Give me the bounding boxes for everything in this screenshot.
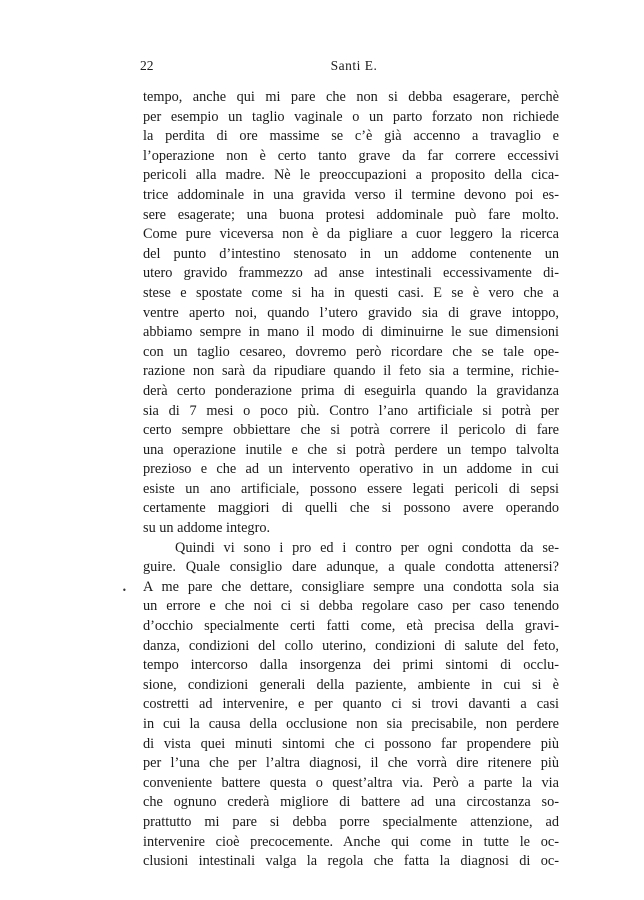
text-line: certamente maggiori di quelli che si possono avere operando — [143, 500, 559, 517]
text-line: un errore e che noi ci si debba regolare caso per caso tenendo — [143, 598, 559, 615]
text-line: A me pare che dettare, consigliare sempre una condotta sola sia — [143, 578, 559, 595]
text-line: derà certo ponderazione prima di eseguirla quando la gravidanza — [143, 382, 559, 399]
text-line: tempo intercorso dalla insorgenza dei primi sintomi di occlu- — [143, 657, 559, 674]
text-line: con un taglio cesareo, dovremo però ricordare che se tale ope- — [143, 343, 559, 360]
text-line: guire. Quale consiglio dare adunque, a quale condotta attenersi? — [143, 559, 559, 576]
text-line: ventre aperto noi, quando l’utero gravido sia di grave intoppo, — [143, 304, 559, 321]
text-line: una operazione inutile e che si potrà perdere un tempo talvolta — [143, 441, 559, 458]
text-line: in cui la causa della occlusione non sia precisabile, non perdere — [143, 716, 559, 732]
margin-dot: • — [122, 586, 127, 595]
text-line: certo sempre obbiettare che si potrà correre il pericolo di fare — [143, 422, 559, 439]
page-number: 22 — [140, 58, 154, 73]
text-line: sia di 7 mesi o poco più. Contro l’ano artificiale si potrà per — [143, 402, 559, 419]
text-line: intervenire cioè precocemente. Anche qui come in tutte le oc- — [143, 833, 559, 850]
text-line: la perdita di ore massime se c’è già accenno a travaglio e — [143, 128, 559, 145]
text-line: conveniente battere questa o quest’altra via. Però a parte la via — [143, 774, 559, 791]
text-line: per esempio un taglio vaginale o un parto forzato non richiede — [143, 108, 559, 125]
text-line: prezioso e che ad un intervento operativo in un addome in cui — [143, 461, 559, 478]
text-line: d’occhio specialmente certi fatti come, età precisa della gravi- — [143, 618, 559, 635]
body-text — [143, 88, 559, 872]
text-line: utero gravido frammezzo ad anse intestinali eccessivamente di- — [143, 265, 559, 282]
text-line: clusioni intestinali valga la regola che fatta la diagnosi di oc- — [143, 853, 559, 870]
text-line: trice addominale in una gravida verso il termine devono poi es- — [143, 186, 559, 203]
text-line: pericoli alla madre. Nè le preoccupazioni a proposito della cica- — [143, 167, 559, 184]
text-line: stese e spostate come si ha in questi casi. E se è vero che a — [143, 284, 559, 301]
text-line: prattutto mi pare si debba porre specialmente attenzione, ad — [143, 813, 559, 830]
running-head: Santi E. — [330, 58, 378, 73]
text-line: per l’una che per l’altra diagnosi, il che vorrà dire ritenere più — [143, 755, 559, 772]
text-line: che ognuno crederà migliore di battere ad una circostanza so- — [143, 794, 559, 811]
text-line: del punto d’intestino stenosato in un addome contenente un — [143, 245, 559, 262]
text-line: sione, condizioni generali della paziente, ambiente in cui si è — [143, 676, 559, 693]
text-line: su un addome integro. — [143, 520, 271, 537]
text-line: Come pure viceversa non è da pigliare a cuor leggero la ricerca — [143, 226, 559, 243]
page-header — [140, 58, 568, 78]
paragraph-2 — [143, 539, 559, 872]
text-line: razione non sarà da ripudiare quando il feto sia a termine, richie- — [143, 363, 559, 380]
text-line: l’operazione non è certo tanto grave da far correre eccessivi — [143, 147, 559, 164]
text-line: sere esagerate; una buona protesi addominale può fare molto. — [143, 206, 559, 223]
text-line: Quindi vi sono i pro ed i contro per ogni condotta da se- — [175, 539, 559, 556]
text-line: abbiamo sempre in mano il modo di diminuirne le sue dimensioni — [143, 324, 559, 341]
paragraph-1 — [143, 88, 559, 539]
text-line: danza, condizioni del collo uterino, condizioni di salute del feto, — [143, 637, 559, 654]
text-line: costretti ad intervenire, e per quanto ci si trovi davanti a casi — [143, 696, 559, 713]
text-line: esiste un ano artificiale, possono essere legati pericoli di sepsi — [143, 480, 559, 497]
text-line: di vista quei minuti sintomi che ci possono far propendere più — [143, 735, 559, 752]
text-line: tempo, anche qui mi pare che non si debba esagerare, perchè — [143, 89, 559, 105]
